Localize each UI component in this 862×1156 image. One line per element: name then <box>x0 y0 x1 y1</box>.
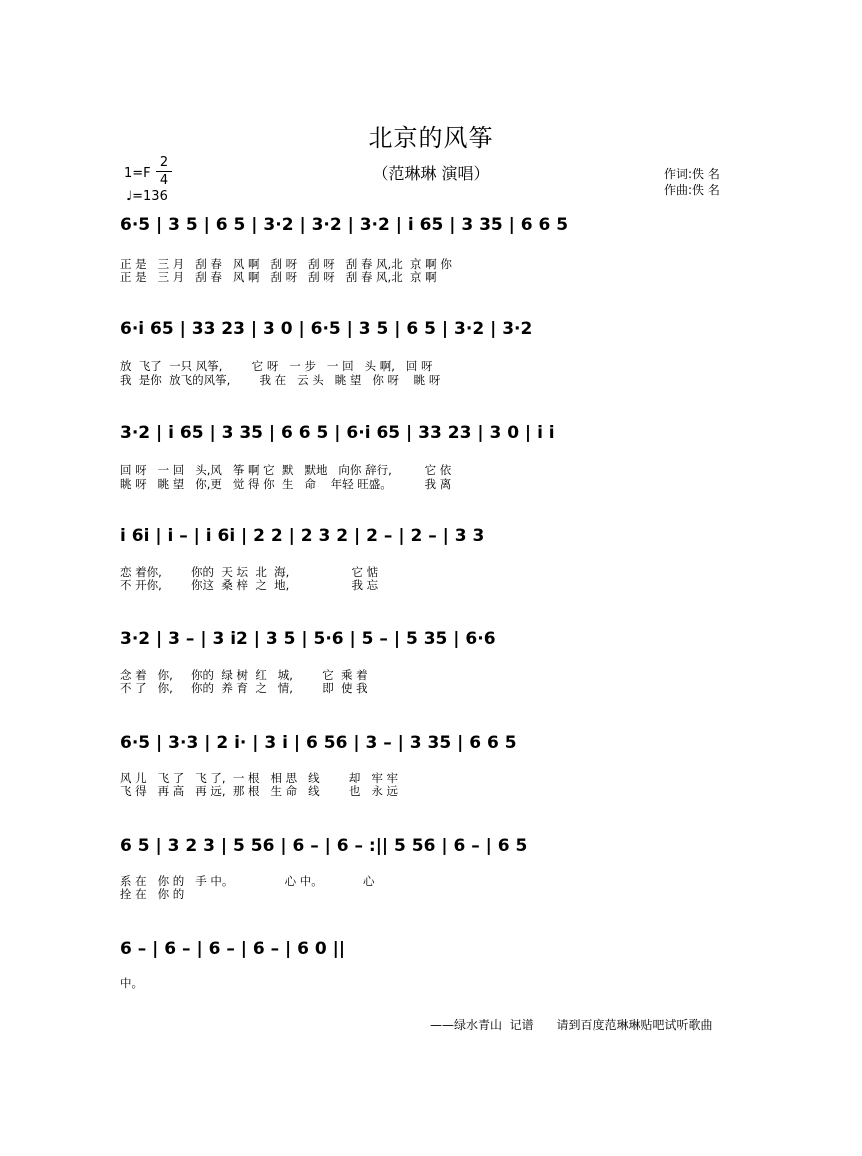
lyric-verse-2: 不 开你, 你这 桑 梓 之 地, 我 忘 <box>120 578 379 592</box>
notation: 6·5 | 3 5 | 6 5 | 3·2 | 3·2 | 3·2 | i 65 | 3 35 | 6 6 5 <box>120 215 569 235</box>
lyric-verse-1: 回 呀 一 回 头,风 筝 啊 它 默 默地 向你 辞行, 它 依 <box>120 463 452 477</box>
time-signature <box>156 154 172 189</box>
notation: 3·2 | i 65 | 3 35 | 6 6 5 | 6·i 65 | 33 23 | 3 0 | i i <box>120 423 555 443</box>
lyric-verse-2: 眺 呀 眺 望 你,更 觉 得 你 生 命 年轻 旺盛。 我 离 <box>120 477 452 491</box>
performer-subtitle: （范琳琳 演唱） <box>372 164 490 183</box>
notation: i 6i | i – | i 6i | 2 2 | 2 3 2 | 2 – | 2 – | 3 3 <box>120 526 485 546</box>
lyric-verse-1: 恋 着你, 你的 天 坛 北 海, 它 惦 <box>120 565 379 579</box>
lyric-verse-2: 我 是你 放飞的风筝, 我 在 云 头 眺 望 你 呀 眺 呀 <box>120 373 441 387</box>
lyricist-credit: 作词:佚 名 <box>664 167 720 181</box>
lyric-verse-2: 飞 得 再 高 再 远, 那 根 生 命 线 也 永 远 <box>120 784 398 798</box>
notation: 6·5 | 3·3 | 2 i· | 3 i | 6 56 | 3 – | 3 35 | 6 6 5 <box>120 733 517 753</box>
notation: 6·i 65 | 33 23 | 3 0 | 6·5 | 3 5 | 6 5 | 3·2 | 3·2 <box>120 319 533 339</box>
time-signature-top: 2 <box>156 154 172 172</box>
lyric-verse-2: 正 是 三 月 刮 春 风 啊 刮 呀 刮 呀 刮 春 风,北 京 啊 <box>120 270 437 284</box>
lyric-verse-1: 中。 <box>120 976 143 990</box>
quarter-note-icon: ♩ <box>126 189 133 204</box>
transcriber-note: ——绿水青山 记谱 请到百度范琳琳贴吧试听歌曲 <box>430 1018 713 1032</box>
lyric-verse-1: 念 着 你, 你的 绿 树 红 城, 它 乘 着 <box>120 668 368 682</box>
song-title: 北京的风筝 <box>368 124 494 152</box>
time-signature-bottom: 4 <box>159 173 169 188</box>
notation: 6 – | 6 – | 6 – | 6 – | 6 0 || <box>120 939 346 959</box>
tempo-value: =136 <box>132 189 168 204</box>
lyric-verse-1: 系 在 你 的 手 中。 心 中。 心 <box>120 874 375 888</box>
notation: 3·2 | 3 – | 3 i2 | 3 5 | 5·6 | 5 – | 5 35 | 6·6 <box>120 629 496 649</box>
lyric-verse-1: 正 是 三 月 刮 春 风 啊 刮 呀 刮 呀 刮 春 风,北 京 啊 你 <box>120 257 452 271</box>
lyric-verse-1: 放 飞了 一只 风筝, 它 呀 一 步 一 回 头 啊, 回 呀 <box>120 359 433 373</box>
key-signature: 1=F <box>124 166 151 181</box>
lyric-verse-1: 风 儿 飞 了 飞 了, 一 根 相 思 线 却 牢 牢 <box>120 771 398 785</box>
tempo-marking <box>126 189 168 204</box>
composer-credit: 作曲:佚 名 <box>664 183 720 197</box>
lyric-verse-2: 拴 在 你 的 <box>120 887 185 901</box>
notation: 6 5 | 3 2 3 | 5 56 | 6 – | 6 – :|| 5 56 | 6 – | 6 5 <box>120 836 528 856</box>
lyric-verse-2: 不 了 你, 你的 养 育 之 情, 即 使 我 <box>120 681 368 695</box>
